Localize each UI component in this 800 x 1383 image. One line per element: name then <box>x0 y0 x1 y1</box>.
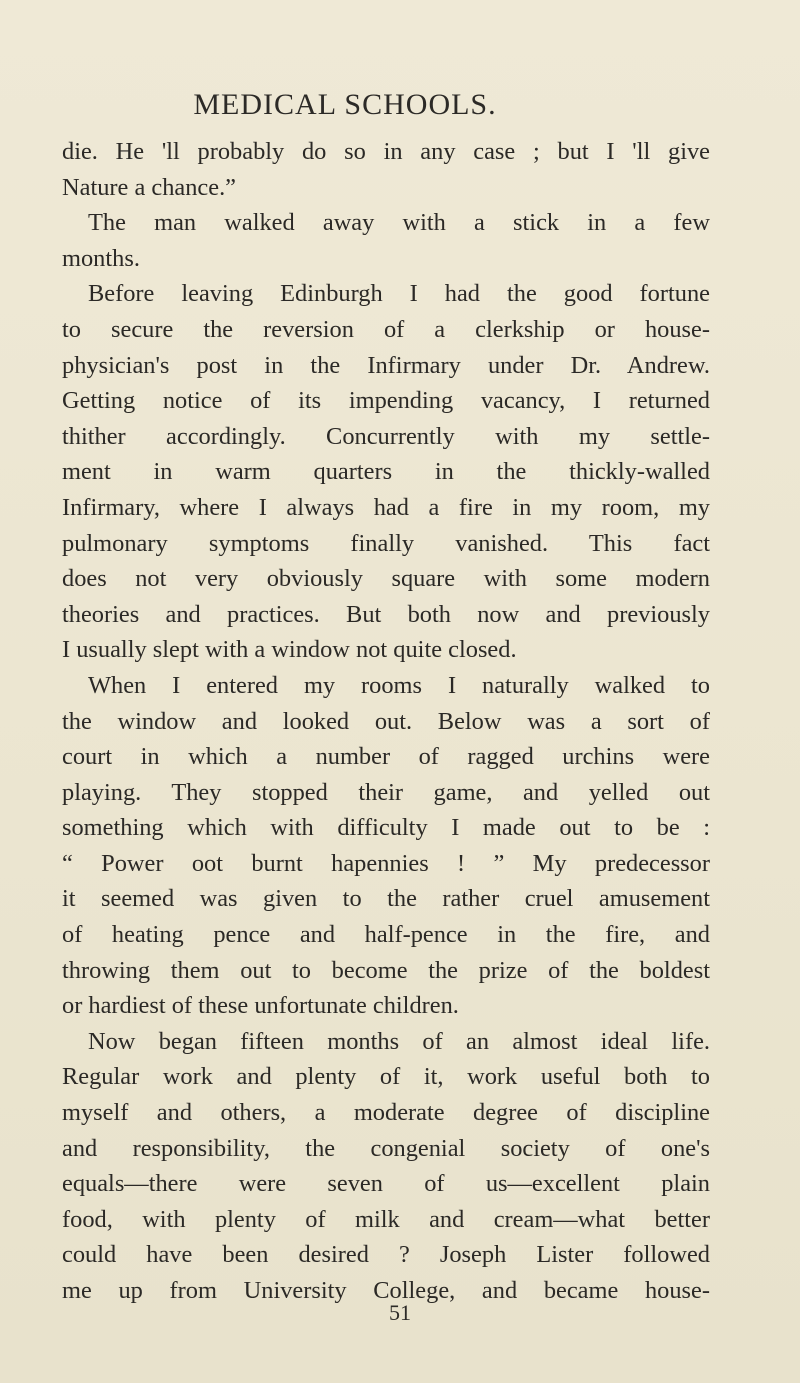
text-line: or hardiest of these unfortunate children. <box>62 992 459 1020</box>
text-line: Regular work and plenty of it, work useful both to <box>62 1063 710 1091</box>
text-line: die. He 'll probably do so in any case ; but I 'll give <box>62 138 710 165</box>
text-line: it seemed was given to the rather cruel amusement <box>62 885 710 913</box>
text-line: playing. They stopped their game, and yelled out <box>62 778 710 806</box>
text-line: months. <box>62 244 140 272</box>
body-text <box>62 134 710 1309</box>
text-line: The man walked away with a stick in a few <box>88 209 710 237</box>
text-line: pulmonary symptoms finally vanished. This fact <box>62 529 710 557</box>
text-line: could have been desired ? Joseph Lister followed <box>62 1241 710 1269</box>
text-line: throwing them out to become the prize of the boldest <box>62 956 710 984</box>
text-line: physician's post in the Infirmary under Dr. Andrew. <box>62 351 710 379</box>
text-line: I usually slept with a window not quite closed. <box>62 636 517 664</box>
text-line: does not very obviously square with some modern <box>62 565 710 593</box>
text-line: Infirmary, where I always had a fire in my room, my <box>62 493 710 521</box>
text-line: equals—there were seven of us—excellent plain <box>62 1170 710 1198</box>
page-number: 51 <box>389 1300 411 1325</box>
text-line: Before leaving Edinburgh I had the good fortune <box>88 280 710 308</box>
text-line: Getting notice of its impending vacancy, I returned <box>62 387 710 415</box>
text-line: and responsibility, the congenial society of one's <box>62 1134 710 1162</box>
text-line: Nature a chance.” <box>62 173 236 201</box>
text-line: theories and practices. But both now and previously <box>62 600 710 628</box>
running-head: MEDICAL SCHOOLS. <box>193 88 497 121</box>
text-line: ment in warm quarters in the thickly-walled <box>62 458 710 486</box>
text-line: me up from University College, and became house- <box>62 1277 710 1304</box>
text-line: thither accordingly. Concurrently with my settle- <box>62 422 710 450</box>
text-line: court in which a number of ragged urchins were <box>62 743 710 771</box>
text-line: myself and others, a moderate degree of discipline <box>62 1099 710 1127</box>
text-line: the window and looked out. Below was a sort of <box>62 707 710 735</box>
text-line: food, with plenty of milk and cream—what better <box>62 1205 710 1233</box>
text-line: something which with difficulty I made out to be : <box>62 814 710 842</box>
text-line: of heating pence and half-pence in the fire, and <box>62 921 710 949</box>
text-line: When I entered my rooms I naturally walked to <box>88 671 710 699</box>
text-line: “ Power oot burnt hapennies ! ” My predecessor <box>62 849 710 877</box>
text-line: Now began fifteen months of an almost ideal life. <box>88 1027 710 1055</box>
text-line: to secure the reversion of a clerkship or house- <box>62 315 710 343</box>
